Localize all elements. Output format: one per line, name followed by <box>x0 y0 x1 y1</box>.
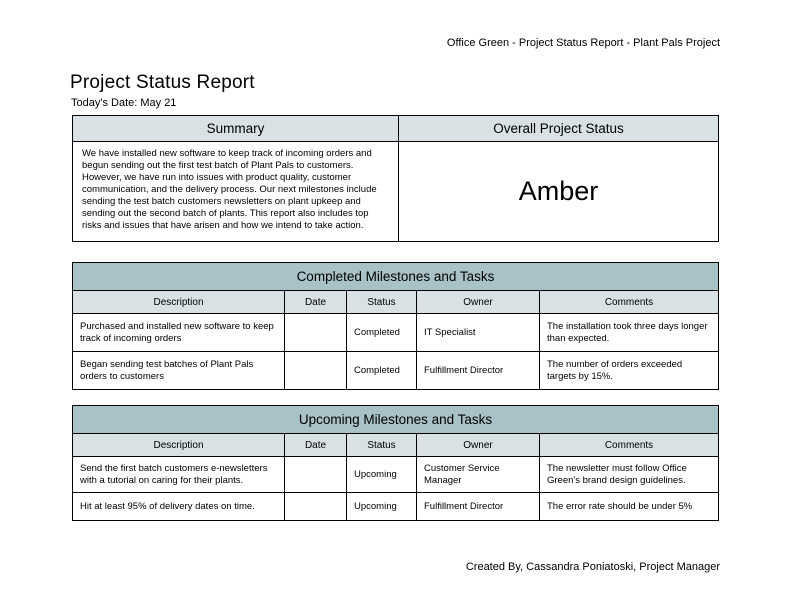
completed-section-header-row <box>73 263 719 291</box>
description-cell: Send the first batch customers e-newsletters with a tutorial on caring for their plants. <box>73 457 285 493</box>
column-header-description: Description <box>73 291 285 314</box>
summary-header-row <box>73 116 719 142</box>
date-cell <box>285 352 347 390</box>
summary-text: We have installed new software to keep track of incoming orders and begun sending out the first test batch of Plant Pals to customers. However, we have run into issues with product quality, customer communication, and the delivery process. Our next milestones include sending the test batch customers newsletters on plant upkeep and sending out the second batch of plants. This report also includes top risks and issues that have arisen and how we intend to take action. <box>73 142 399 242</box>
running-header: Office Green - Project Status Report - Plant Pals Project <box>446 37 720 49</box>
column-header-comments: Comments <box>540 434 719 457</box>
status-cell: Upcoming <box>347 493 417 521</box>
column-header-comments: Comments <box>540 291 719 314</box>
upcoming-section-header-row <box>73 406 719 434</box>
owner-cell: Customer Service Manager <box>417 457 540 493</box>
status-cell: Completed <box>347 352 417 390</box>
column-header-status: Status <box>347 291 417 314</box>
status-cell: Upcoming <box>347 457 417 493</box>
summary-body-row <box>73 142 719 242</box>
comments-cell: The error rate should be under 5% <box>540 493 719 521</box>
column-header-owner: Owner <box>417 291 540 314</box>
completed-column-header-row <box>73 291 719 314</box>
description-cell: Hit at least 95% of delivery dates on time. <box>73 493 285 521</box>
table-row <box>73 457 719 493</box>
status-header-cell: Overall Project Status <box>399 116 719 142</box>
column-header-date: Date <box>285 291 347 314</box>
status-cell: Completed <box>347 314 417 352</box>
date-cell <box>285 314 347 352</box>
owner-cell: Fulfillment Director <box>417 493 540 521</box>
created-by-line: Created By, Cassandra Poniatoski, Project Manager <box>465 561 720 573</box>
overall-status-value: Amber <box>399 142 719 242</box>
date-cell <box>285 457 347 493</box>
table-row <box>73 493 719 521</box>
comments-cell: The installation took three days longer than expected. <box>540 314 719 352</box>
description-cell: Purchased and installed new software to keep track of incoming orders <box>73 314 285 352</box>
column-header-status: Status <box>347 434 417 457</box>
description-cell: Began sending test batches of Plant Pals orders to customers <box>73 352 285 390</box>
owner-cell: IT Specialist <box>417 314 540 352</box>
date-line: Today's Date: May 21 <box>71 97 177 109</box>
summary-table <box>72 115 719 242</box>
completed-milestones-table <box>72 262 719 390</box>
column-header-date: Date <box>285 434 347 457</box>
column-header-description: Description <box>73 434 285 457</box>
comments-cell: The number of orders exceeded targets by 15%. <box>540 352 719 390</box>
completed-section-title: Completed Milestones and Tasks <box>73 263 719 291</box>
page-title: Project Status Report <box>70 72 255 93</box>
column-header-owner: Owner <box>417 434 540 457</box>
upcoming-section-title: Upcoming Milestones and Tasks <box>73 406 719 434</box>
comments-cell: The newsletter must follow Office Green's brand design guidelines. <box>540 457 719 493</box>
date-cell <box>285 493 347 521</box>
owner-cell: Fulfillment Director <box>417 352 540 390</box>
summary-header-cell: Summary <box>73 116 399 142</box>
table-row <box>73 314 719 352</box>
table-row <box>73 352 719 390</box>
upcoming-milestones-table <box>72 405 719 521</box>
upcoming-column-header-row <box>73 434 719 457</box>
